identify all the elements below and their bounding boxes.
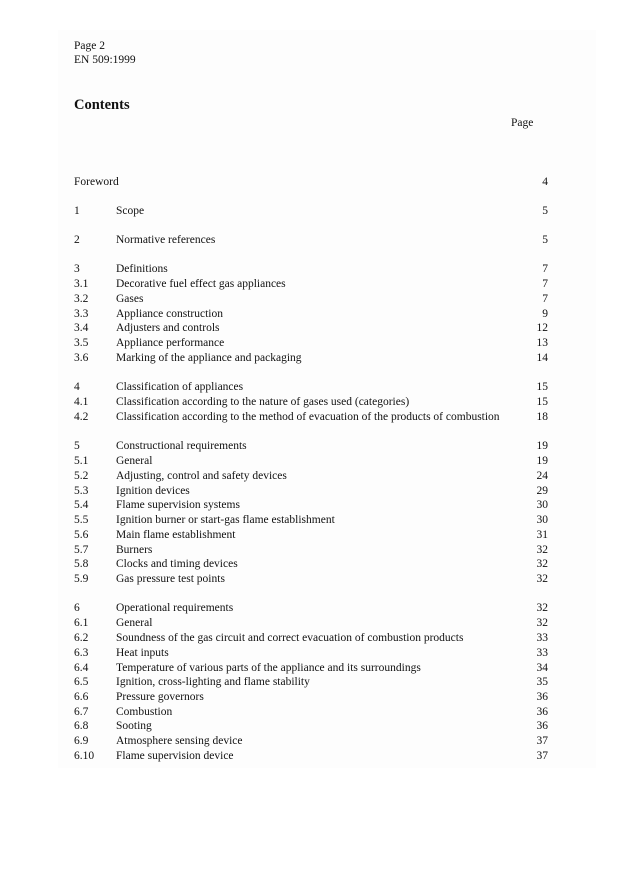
toc-entry — [74, 277, 548, 292]
toc-entry-title: Temperature of various parts of the appliance and its surroundings — [116, 662, 421, 674]
toc-entry-page: 37 — [536, 750, 548, 762]
toc-entry — [74, 204, 548, 219]
toc-entry — [74, 661, 548, 676]
toc-entry — [74, 454, 548, 469]
toc-entry-number: 5.7 — [74, 544, 89, 556]
toc-entry — [74, 484, 548, 499]
toc-entry — [74, 395, 548, 410]
toc-entry-title: Operational requirements — [116, 602, 234, 614]
toc-entry-page: 18 — [536, 411, 548, 423]
toc-entry-page: 36 — [536, 691, 548, 703]
toc-entry-page: 30 — [536, 499, 548, 511]
toc-entry — [74, 439, 548, 454]
toc-entry-title: Adjusting, control and safety devices — [116, 470, 287, 482]
toc-entry-number: 5.3 — [74, 485, 89, 497]
toc-entry-number: 4.2 — [74, 411, 89, 423]
toc-entry-title: Appliance construction — [116, 308, 223, 320]
toc-entry-title: Foreword — [74, 176, 119, 188]
toc-entry-number: 5.8 — [74, 558, 89, 570]
toc-entry-page: 14 — [536, 352, 548, 364]
toc-entry-title: Decorative fuel effect gas appliances — [116, 278, 286, 290]
toc-entry-page: 30 — [536, 514, 548, 526]
toc-entry — [74, 233, 548, 248]
toc-entry-page: 24 — [536, 470, 548, 482]
toc-entry-page: 36 — [536, 720, 548, 732]
toc-entry-number: 6.10 — [74, 750, 95, 762]
page-column-label: Page — [511, 117, 534, 129]
toc-entry-title: Flame supervision device — [116, 750, 234, 762]
toc-entry-title: Burners — [116, 544, 153, 556]
toc-entry-number: 6.5 — [74, 676, 89, 688]
toc-entry-page: 5 — [542, 205, 548, 217]
toc-entry-page: 37 — [536, 735, 548, 747]
toc-entry-page: 34 — [536, 662, 548, 674]
toc-entry-title: Gases — [116, 293, 144, 305]
toc-entry-page: 15 — [536, 381, 548, 393]
toc-entry-number: 3.2 — [74, 293, 89, 305]
toc-entry — [74, 513, 548, 528]
toc-entry-number: 6.7 — [74, 706, 89, 718]
toc-entry-title: Definitions — [116, 263, 168, 275]
toc-entry-title: Normative references — [116, 234, 216, 246]
toc-entry-number: 6 — [74, 602, 80, 614]
toc-entry-title: Atmosphere sensing device — [116, 735, 243, 747]
toc-entry-number: 3 — [74, 263, 80, 275]
toc-entry-title: Classification according to the nature of gases used (categories) — [116, 396, 410, 408]
contents-title: Contents — [74, 97, 130, 113]
toc-entry-title: Marking of the appliance and packaging — [116, 352, 302, 364]
toc-entry — [74, 601, 548, 616]
toc-entry-title: Soundness of the gas circuit and correct evacuation of combustion products — [116, 632, 464, 644]
toc-entry-title: Constructional requirements — [116, 440, 247, 452]
toc-entry-title: Scope — [116, 205, 145, 217]
toc-entry-title: Combustion — [116, 706, 173, 718]
toc-entry — [74, 262, 548, 277]
toc-entry-page: 33 — [536, 647, 548, 659]
toc-entry-page: 33 — [536, 632, 548, 644]
toc-entry-number: 3.1 — [74, 278, 89, 290]
toc-entry-title: Classification according to the method of evacuation of the products of combustion — [116, 411, 500, 423]
toc-entry — [74, 307, 548, 322]
toc-entry-page: 12 — [536, 322, 548, 334]
toc-entry-number: 3.4 — [74, 322, 89, 334]
toc-entry-page: 7 — [542, 278, 548, 290]
toc-entry-number: 3.5 — [74, 337, 89, 349]
toc-entry-title: Ignition devices — [116, 485, 190, 497]
toc-entry — [74, 734, 548, 749]
toc-entry — [74, 631, 548, 646]
toc-entry — [74, 646, 548, 661]
toc-entry-page: 32 — [536, 617, 548, 629]
toc-entry-title: Clocks and timing devices — [116, 558, 238, 570]
page-number-header: Page 2 — [74, 40, 105, 52]
toc-entry-number: 3.6 — [74, 352, 89, 364]
toc-entry — [74, 557, 548, 572]
toc-entry-title: Heat inputs — [116, 647, 169, 659]
toc-entry-page: 9 — [542, 308, 548, 320]
toc-entry-page: 7 — [542, 263, 548, 275]
toc-entry-page: 4 — [542, 176, 548, 188]
toc-entry-title: Gas pressure test points — [116, 573, 225, 585]
toc-entry-page: 32 — [536, 602, 548, 614]
toc-entry — [74, 410, 548, 425]
toc-entry — [74, 616, 548, 631]
toc-entry-number: 3.3 — [74, 308, 89, 320]
toc-entry-number: 5 — [74, 440, 80, 452]
toc-entry-page: 13 — [536, 337, 548, 349]
toc-entry-number: 5.2 — [74, 470, 89, 482]
toc-entry — [74, 469, 548, 484]
toc-entry — [74, 292, 548, 307]
toc-entry-number: 1 — [74, 205, 80, 217]
toc-entry-title: Pressure governors — [116, 691, 204, 703]
toc-entry-title: Ignition burner or start-gas flame establishment — [116, 514, 335, 526]
toc-entry — [74, 380, 548, 395]
toc-entry-title: Ignition, cross-lighting and flame stability — [116, 676, 310, 688]
toc-entry-number: 6.8 — [74, 720, 89, 732]
toc-entry-title: Sooting — [116, 720, 152, 732]
toc-entry-number: 6.3 — [74, 647, 89, 659]
toc-entry-page: 19 — [536, 440, 548, 452]
standard-number-header: EN 509:1999 — [74, 54, 136, 66]
toc-entry — [74, 572, 548, 587]
toc-entry-number: 2 — [74, 234, 80, 246]
toc-entry-page: 32 — [536, 558, 548, 570]
toc-entry-page: 19 — [536, 455, 548, 467]
toc-entry — [74, 175, 548, 190]
toc-entry-page: 35 — [536, 676, 548, 688]
toc-entry-number: 6.4 — [74, 662, 89, 674]
toc-entry-number: 5.5 — [74, 514, 89, 526]
toc-entry-title: General — [116, 455, 153, 467]
toc-entry-page: 32 — [536, 544, 548, 556]
toc-entry — [74, 675, 548, 690]
toc-entry — [74, 351, 548, 366]
toc-entry-number: 4 — [74, 381, 80, 393]
toc-entry — [74, 690, 548, 705]
toc-entry-number: 6.2 — [74, 632, 89, 644]
toc-entry-page: 15 — [536, 396, 548, 408]
toc-entry — [74, 321, 548, 336]
toc-entry — [74, 498, 548, 513]
toc-entry-page: 5 — [542, 234, 548, 246]
toc-entry — [74, 705, 548, 720]
toc-entry-page: 7 — [542, 293, 548, 305]
toc-entry-title: Adjusters and controls — [116, 322, 220, 334]
toc-entry-page: 32 — [536, 573, 548, 585]
toc-entry-title: Flame supervision systems — [116, 499, 240, 511]
toc-entry — [74, 336, 548, 351]
toc-entry-number: 5.1 — [74, 455, 89, 467]
toc-entry-title: Main flame establishment — [116, 529, 236, 541]
toc-entry-page: 29 — [536, 485, 548, 497]
toc-entry-number: 5.4 — [74, 499, 89, 511]
toc-entry — [74, 543, 548, 558]
toc-entry-title: Classification of appliances — [116, 381, 244, 393]
toc-entry — [74, 719, 548, 734]
toc-entry-number: 5.9 — [74, 573, 89, 585]
toc-entry-title: Appliance performance — [116, 337, 225, 349]
toc-entry — [74, 528, 548, 543]
toc-entry-number: 6.9 — [74, 735, 89, 747]
toc-entry-number: 6.6 — [74, 691, 89, 703]
toc-entry-number: 5.6 — [74, 529, 89, 541]
toc-entry-page: 31 — [536, 529, 548, 541]
toc-entry-page: 36 — [536, 706, 548, 718]
toc-entry-number: 4.1 — [74, 396, 89, 408]
toc-entry-title: General — [116, 617, 153, 629]
toc-entry-number: 6.1 — [74, 617, 89, 629]
toc-entry — [74, 749, 548, 764]
